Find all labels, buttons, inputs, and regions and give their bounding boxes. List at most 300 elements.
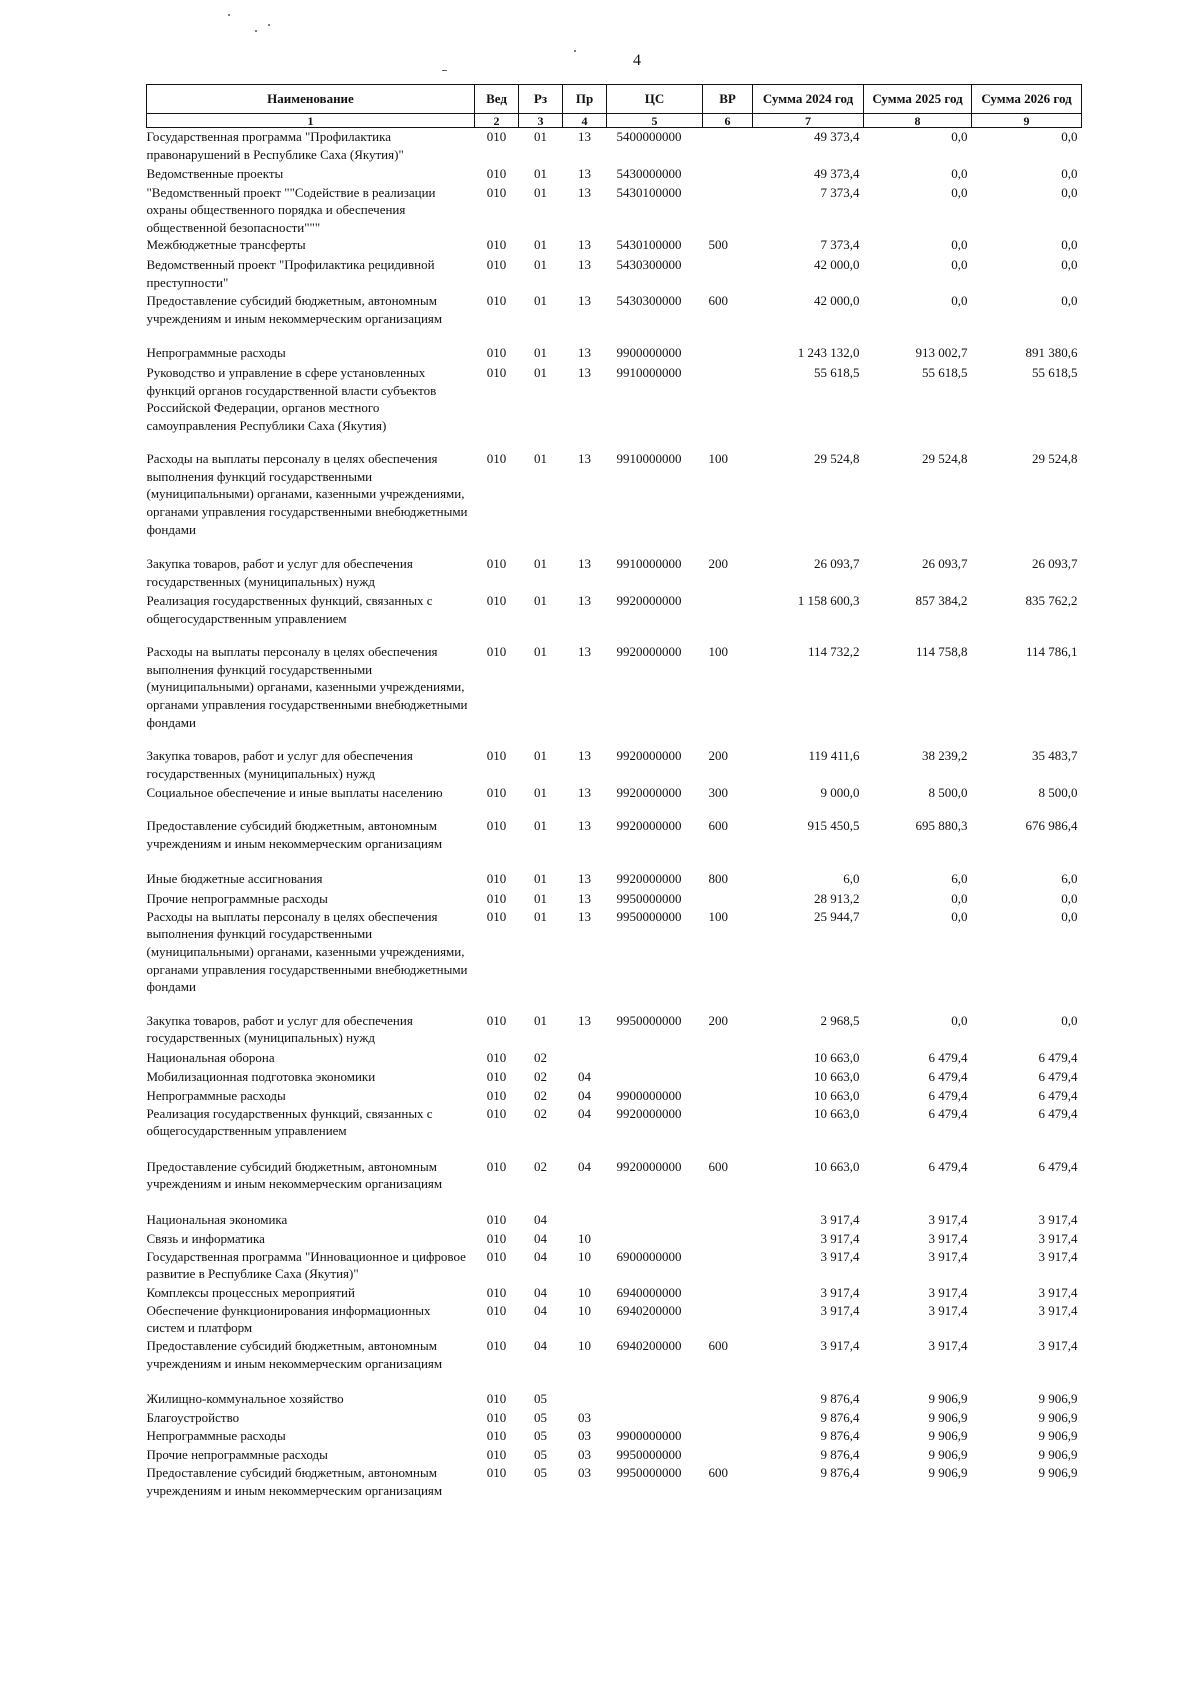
cell-cs: 9920000000	[616, 818, 682, 834]
column-number: 5	[607, 114, 703, 128]
cell-vr: 500	[708, 237, 728, 253]
column-number: 6	[703, 114, 753, 128]
cell-sum-2026: 3 917,4	[1038, 1230, 1078, 1246]
cell-sum-2024: 114 732,2	[807, 644, 860, 660]
cell-ved: 010	[486, 644, 507, 660]
cell-sum-2025: 9 906,9	[928, 1465, 968, 1481]
cell-rz: 04	[534, 1248, 547, 1264]
cell-sum-2024: 9 876,4	[820, 1410, 860, 1426]
cell-pr: 13	[578, 184, 591, 200]
cell-name: Непрограммные расходы	[146, 1428, 286, 1444]
cell-rz: 01	[534, 257, 547, 273]
cell-pr	[563, 1049, 607, 1068]
cell-vr	[703, 1446, 753, 1464]
cell-sum-2025: 9 906,9	[928, 1410, 968, 1426]
cell-cs: 9920000000	[616, 871, 682, 887]
cell-name: Государственная программа "Инновационное и цифровое развитие в Республике Саха (Якутия)"	[146, 1248, 466, 1282]
cell-name: Закупка товаров, работ и услуг для обеспечения государственных (муниципальных) нужд	[146, 556, 413, 589]
cell-ved: 010	[486, 345, 507, 361]
cell-vr	[703, 1105, 753, 1158]
table-row	[147, 1230, 1082, 1248]
cell-vr	[703, 344, 753, 364]
cell-sum-2024: 28 913,2	[814, 891, 860, 907]
cell-rz: 02	[534, 1105, 547, 1121]
cell-sum-2026: 0,0	[1061, 293, 1078, 309]
cell-sum-2024: 119 411,6	[808, 748, 860, 764]
cell-rz: 02	[534, 1158, 547, 1174]
cell-sum-2024: 3 917,4	[820, 1302, 860, 1318]
cell-sum-2026: 0,0	[1061, 891, 1078, 907]
cell-ved: 010	[486, 1012, 507, 1028]
cell-pr: 13	[578, 556, 591, 572]
cell-rz: 01	[534, 556, 547, 572]
cell-rz: 05	[534, 1410, 547, 1426]
cell-pr: 13	[578, 908, 591, 924]
cell-sum-2025: 0,0	[951, 165, 968, 181]
table-row	[147, 1409, 1082, 1427]
cell-sum-2025: 6 479,4	[928, 1049, 968, 1065]
cell-vr: 100	[708, 644, 728, 660]
cell-vr: 200	[708, 556, 728, 572]
cell-ved: 010	[486, 1230, 507, 1246]
cell-sum-2026: 6 479,4	[1038, 1105, 1078, 1121]
cell-cs: 9910000000	[616, 451, 682, 467]
table-row	[147, 128, 1082, 165]
table-row	[147, 890, 1082, 908]
cell-pr: 13	[578, 785, 591, 801]
table-row	[147, 165, 1082, 184]
cell-vr	[703, 165, 753, 184]
cell-cs	[607, 1409, 703, 1427]
table-row	[147, 364, 1082, 450]
cell-sum-2024: 7 373,4	[820, 184, 860, 200]
cell-cs: 5430100000	[616, 184, 682, 200]
cell-sum-2025: 9 906,9	[928, 1391, 968, 1407]
cell-pr: 13	[578, 818, 591, 834]
scan-speck	[268, 24, 270, 26]
cell-pr: 03	[578, 1428, 591, 1444]
cell-ved: 010	[486, 451, 507, 467]
cell-sum-2024: 3 917,4	[820, 1211, 860, 1227]
cell-sum-2026: 9 906,9	[1038, 1428, 1078, 1444]
cell-sum-2026: 35 483,7	[1032, 748, 1078, 764]
cell-name: Комплексы процессных мероприятий	[146, 1284, 355, 1300]
cell-rz: 01	[534, 1012, 547, 1028]
cell-ved: 010	[486, 165, 507, 181]
cell-rz: 04	[534, 1284, 547, 1300]
table-row	[147, 1446, 1082, 1464]
cell-sum-2026: 8 500,0	[1038, 785, 1078, 801]
cell-sum-2026: 0,0	[1061, 908, 1078, 924]
cell-sum-2026: 3 917,4	[1038, 1302, 1078, 1318]
cell-pr	[563, 1211, 607, 1230]
cell-vr: 600	[708, 293, 728, 309]
cell-rz: 02	[534, 1068, 547, 1084]
cell-cs: 6940200000	[616, 1338, 682, 1354]
cell-ved: 010	[486, 785, 507, 801]
cell-rz: 05	[534, 1465, 547, 1481]
cell-rz: 02	[534, 1049, 547, 1065]
scan-speck	[255, 30, 257, 32]
cell-ved: 010	[486, 1447, 507, 1463]
cell-sum-2024: 9 876,4	[820, 1428, 860, 1444]
cell-name: Закупка товаров, работ и услуг для обеспечения государственных (муниципальных) нужд	[146, 748, 413, 781]
column-number-row	[147, 114, 1082, 128]
cell-sum-2025: 3 917,4	[928, 1302, 968, 1318]
cell-ved: 010	[486, 818, 507, 834]
cell-sum-2024: 2 968,5	[820, 1012, 860, 1028]
table-row	[147, 1427, 1082, 1446]
cell-rz: 01	[534, 785, 547, 801]
cell-ved: 010	[486, 1248, 507, 1264]
cell-cs: 9910000000	[616, 556, 682, 572]
cell-ved: 010	[486, 293, 507, 309]
cell-sum-2024: 3 917,4	[820, 1248, 860, 1264]
cell-sum-2025: 3 917,4	[928, 1211, 968, 1227]
cell-name: "Ведомственный проект ""Содействие в реализации охраны общественного порядка и обеспечения общественной безопасности"""	[146, 184, 436, 235]
cell-name: Связь и информатика	[146, 1230, 265, 1246]
cell-sum-2024: 915 450,5	[807, 818, 860, 834]
cell-sum-2024: 26 093,7	[814, 556, 860, 572]
cell-sum-2025: 26 093,7	[922, 556, 968, 572]
cell-sum-2026: 114 786,1	[1025, 644, 1078, 660]
cell-ved: 010	[486, 871, 507, 887]
cell-sum-2024: 1 158 600,3	[797, 593, 860, 609]
cell-name: Предоставление субсидий бюджетным, автономным учреждениям и иным некоммерческим организациям	[146, 293, 443, 326]
cell-sum-2024: 6,0	[843, 871, 860, 887]
cell-cs: 9920000000	[616, 1158, 682, 1174]
cell-pr: 03	[578, 1447, 591, 1463]
table-row	[147, 1211, 1082, 1230]
cell-pr: 10	[578, 1302, 591, 1318]
cell-sum-2024: 10 663,0	[814, 1068, 860, 1084]
header-sum-2024: Сумма 2024 год	[753, 85, 864, 114]
cell-ved: 010	[486, 1049, 507, 1065]
cell-sum-2025: 6 479,4	[928, 1105, 968, 1121]
cell-rz: 01	[534, 184, 547, 200]
cell-cs: 9950000000	[616, 891, 682, 907]
table-row	[147, 1337, 1082, 1390]
cell-sum-2024: 9 000,0	[820, 785, 860, 801]
cell-cs: 9910000000	[616, 365, 682, 381]
cell-sum-2024: 25 944,7	[814, 908, 860, 924]
scan-speck	[228, 14, 230, 16]
cell-sum-2025: 29 524,8	[922, 451, 968, 467]
cell-name: Расходы на выплаты персоналу в целях обеспечения выполнения функций государственными (муниципальными) органами, казенными учреждениями, органами управления государственными внебюджетными фондами	[146, 908, 468, 995]
cell-rz: 04	[534, 1302, 547, 1318]
cell-sum-2024: 49 373,4	[814, 129, 860, 144]
cell-sum-2026: 29 524,8	[1032, 451, 1078, 467]
cell-name: Ведомственный проект "Профилактика рецидивной преступности"	[146, 257, 435, 290]
cell-rz: 01	[534, 345, 547, 361]
table-row	[147, 256, 1082, 292]
cell-rz: 05	[534, 1391, 547, 1407]
cell-sum-2026: 0,0	[1061, 165, 1078, 181]
cell-sum-2026: 3 917,4	[1038, 1284, 1078, 1300]
cell-pr: 13	[578, 345, 591, 361]
cell-pr: 10	[578, 1230, 591, 1246]
cell-sum-2025: 3 917,4	[928, 1338, 968, 1354]
cell-name: Непрограммные расходы	[146, 345, 286, 361]
cell-rz: 05	[534, 1447, 547, 1463]
cell-name: Межбюджетные трансферты	[146, 237, 306, 253]
cell-vr: 200	[708, 1012, 728, 1028]
header-sum-2025: Сумма 2025 год	[864, 85, 972, 114]
cell-vr	[703, 128, 753, 165]
cell-ved: 010	[486, 1428, 507, 1444]
cell-ved: 010	[486, 593, 507, 609]
table-row	[147, 870, 1082, 890]
cell-vr	[703, 1427, 753, 1446]
cell-cs: 9900000000	[616, 1428, 682, 1444]
column-number: 8	[864, 114, 972, 128]
cell-pr: 04	[578, 1105, 591, 1121]
cell-sum-2026: 0,0	[1061, 129, 1078, 144]
cell-sum-2024: 7 373,4	[820, 237, 860, 253]
cell-cs: 9950000000	[616, 908, 682, 924]
cell-rz: 04	[534, 1230, 547, 1246]
cell-sum-2024: 3 917,4	[820, 1230, 860, 1246]
table-body	[147, 128, 1082, 1502]
table-header	[147, 85, 1082, 128]
cell-ved: 010	[486, 184, 507, 200]
cell-vr	[703, 364, 753, 450]
table-row	[147, 1049, 1082, 1068]
column-number: 9	[972, 114, 1082, 128]
cell-pr: 13	[578, 871, 591, 887]
cell-cs: 6900000000	[616, 1248, 682, 1264]
cell-sum-2025: 695 880,3	[915, 818, 968, 834]
cell-ved: 010	[486, 1284, 507, 1300]
cell-sum-2024: 49 373,4	[814, 165, 860, 181]
cell-cs: 9950000000	[616, 1465, 682, 1481]
cell-sum-2025: 0,0	[951, 908, 968, 924]
header-cs: ЦС	[607, 85, 703, 114]
cell-name: Предоставление субсидий бюджетным, автономным учреждениям и иным некоммерческим организациям	[146, 1338, 443, 1371]
cell-cs	[607, 1068, 703, 1087]
cell-vr: 100	[708, 908, 728, 924]
cell-sum-2026: 835 762,2	[1025, 593, 1078, 609]
cell-pr: 13	[578, 1012, 591, 1028]
table-row	[147, 555, 1082, 592]
cell-vr: 600	[708, 818, 728, 834]
cell-vr: 600	[708, 1158, 728, 1174]
cell-sum-2025: 0,0	[951, 257, 968, 273]
cell-vr	[703, 256, 753, 292]
table-row	[147, 1302, 1082, 1337]
cell-sum-2026: 0,0	[1061, 1012, 1078, 1028]
cell-sum-2026: 891 380,6	[1025, 345, 1078, 361]
table-row	[147, 1390, 1082, 1409]
cell-sum-2024: 55 618,5	[814, 365, 860, 381]
cell-sum-2025: 0,0	[951, 237, 968, 253]
cell-sum-2026: 676 986,4	[1025, 818, 1078, 834]
table-row	[147, 643, 1082, 747]
table-row	[147, 236, 1082, 256]
column-number: 3	[519, 114, 563, 128]
cell-sum-2024: 1 243 132,0	[797, 345, 860, 361]
cell-name: Обеспечение функционирования информационных систем и платформ	[146, 1302, 431, 1336]
cell-vr: 600	[708, 1338, 728, 1354]
cell-cs: 5430000000	[616, 165, 682, 181]
cell-sum-2024: 3 917,4	[820, 1338, 860, 1354]
cell-ved: 010	[486, 1105, 507, 1121]
cell-ved: 010	[486, 237, 507, 253]
cell-name: Ведомственные проекты	[146, 165, 284, 181]
cell-pr: 13	[578, 365, 591, 381]
cell-name: Мобилизационная подготовка экономики	[146, 1068, 376, 1084]
cell-sum-2025: 0,0	[951, 293, 968, 309]
cell-pr: 13	[578, 293, 591, 309]
cell-pr: 13	[578, 891, 591, 907]
cell-sum-2026: 55 618,5	[1032, 365, 1078, 381]
cell-sum-2026: 0,0	[1061, 184, 1078, 200]
cell-sum-2026: 6 479,4	[1038, 1087, 1078, 1103]
cell-sum-2024: 10 663,0	[814, 1158, 860, 1174]
cell-sum-2026: 9 906,9	[1038, 1410, 1078, 1426]
budget-table	[146, 84, 1082, 1501]
cell-pr: 13	[578, 165, 591, 181]
cell-cs	[607, 1390, 703, 1409]
cell-cs: 9950000000	[616, 1447, 682, 1463]
cell-sum-2025: 114 758,8	[915, 644, 968, 660]
cell-cs: 5430300000	[616, 257, 682, 273]
cell-name: Иные бюджетные ассигнования	[146, 871, 323, 887]
cell-rz: 01	[534, 593, 547, 609]
cell-vr: 100	[708, 451, 728, 467]
cell-rz: 01	[534, 891, 547, 907]
cell-cs: 9920000000	[616, 785, 682, 801]
cell-ved: 010	[486, 1410, 507, 1426]
cell-sum-2026: 6 479,4	[1038, 1049, 1078, 1065]
cell-pr: 04	[578, 1158, 591, 1174]
cell-sum-2024: 10 663,0	[814, 1105, 860, 1121]
table-row	[147, 1248, 1082, 1284]
cell-pr	[563, 1390, 607, 1409]
table-row	[147, 450, 1082, 555]
table-row	[147, 784, 1082, 817]
cell-sum-2025: 9 906,9	[928, 1447, 968, 1463]
column-number: 1	[147, 114, 475, 128]
cell-rz: 01	[534, 871, 547, 887]
cell-pr: 13	[578, 748, 591, 764]
cell-rz: 05	[534, 1428, 547, 1444]
cell-rz: 01	[534, 908, 547, 924]
cell-sum-2024: 3 917,4	[820, 1284, 860, 1300]
table-row	[147, 292, 1082, 344]
cell-sum-2025: 3 917,4	[928, 1284, 968, 1300]
scan-speck	[442, 70, 447, 71]
header-name: Наименование	[147, 85, 475, 114]
cell-sum-2026: 9 906,9	[1038, 1465, 1078, 1481]
cell-cs: 9920000000	[616, 644, 682, 660]
cell-sum-2024: 42 000,0	[814, 257, 860, 273]
column-number: 7	[753, 114, 864, 128]
cell-sum-2025: 38 239,2	[922, 748, 968, 764]
cell-sum-2026: 26 093,7	[1032, 556, 1078, 572]
cell-vr	[703, 1049, 753, 1068]
table-row	[147, 184, 1082, 237]
cell-rz: 02	[534, 1087, 547, 1103]
cell-vr: 300	[708, 785, 728, 801]
cell-sum-2025: 6,0	[951, 871, 968, 887]
table-row	[147, 344, 1082, 364]
header-ved: Вед	[475, 85, 519, 114]
cell-cs: 9950000000	[616, 1012, 682, 1028]
table-row	[147, 1464, 1082, 1501]
budget-table-container	[146, 84, 1081, 1501]
table-row	[147, 1105, 1082, 1158]
table-row	[147, 1158, 1082, 1211]
cell-vr: 600	[708, 1465, 728, 1481]
cell-pr: 10	[578, 1338, 591, 1354]
cell-sum-2025: 8 500,0	[928, 785, 968, 801]
cell-sum-2026: 9 906,9	[1038, 1447, 1078, 1463]
cell-sum-2024: 42 000,0	[814, 293, 860, 309]
cell-name: Социальное обеспечение и иные выплаты населению	[146, 785, 443, 801]
cell-rz: 01	[534, 818, 547, 834]
cell-ved: 010	[486, 129, 507, 144]
cell-ved: 010	[486, 1087, 507, 1103]
cell-sum-2025: 3 917,4	[928, 1248, 968, 1264]
cell-pr: 04	[578, 1068, 591, 1084]
cell-name: Закупка товаров, работ и услуг для обеспечения государственных (муниципальных) нужд	[146, 1012, 413, 1046]
header-pr: Пр	[563, 85, 607, 114]
cell-vr	[703, 1409, 753, 1427]
cell-sum-2024: 9 876,4	[820, 1391, 860, 1407]
cell-ved: 010	[486, 908, 507, 924]
table-row	[147, 1284, 1082, 1302]
cell-sum-2025: 913 002,7	[915, 345, 968, 361]
cell-pr: 10	[578, 1248, 591, 1264]
cell-vr	[703, 1248, 753, 1284]
cell-name: Прочие непрограммные расходы	[146, 891, 328, 907]
cell-sum-2026: 0,0	[1061, 257, 1078, 273]
cell-cs: 5430100000	[616, 237, 682, 253]
cell-ved: 010	[486, 556, 507, 572]
cell-cs: 9920000000	[616, 748, 682, 764]
table-row	[147, 1012, 1082, 1049]
cell-vr	[703, 1284, 753, 1302]
cell-ved: 010	[486, 1302, 507, 1318]
cell-rz: 01	[534, 237, 547, 253]
cell-sum-2024: 10 663,0	[814, 1087, 860, 1103]
cell-name: Предоставление субсидий бюджетным, автономным учреждениям и иным некоммерческим организациям	[146, 1158, 443, 1192]
cell-ved: 010	[486, 1391, 507, 1407]
cell-name: Прочие непрограммные расходы	[146, 1447, 328, 1463]
header-vr: ВР	[703, 85, 753, 114]
cell-vr	[703, 890, 753, 908]
cell-sum-2026: 3 917,4	[1038, 1338, 1078, 1354]
cell-cs	[607, 1049, 703, 1068]
cell-name: Жилищно-коммунальное хозяйство	[146, 1391, 344, 1407]
header-rz: Рз	[519, 85, 563, 114]
cell-ved: 010	[486, 1465, 507, 1481]
cell-name: Непрограммные расходы	[146, 1087, 286, 1103]
cell-pr: 13	[578, 237, 591, 253]
cell-ved: 010	[486, 1338, 507, 1354]
cell-cs: 6940000000	[616, 1284, 682, 1300]
cell-sum-2025: 0,0	[951, 1012, 968, 1028]
table-row	[147, 747, 1082, 784]
cell-ved: 010	[486, 1068, 507, 1084]
cell-pr: 04	[578, 1087, 591, 1103]
scan-speck	[574, 50, 576, 52]
cell-name: Расходы на выплаты персоналу в целях обеспечения выполнения функций государственными (муниципальными) органами, казенными учреждениями, органами управления государственными внебюджетными фондами	[146, 644, 468, 730]
cell-cs: 9920000000	[616, 1105, 682, 1121]
cell-pr: 10	[578, 1284, 591, 1300]
cell-sum-2025: 6 479,4	[928, 1158, 968, 1174]
